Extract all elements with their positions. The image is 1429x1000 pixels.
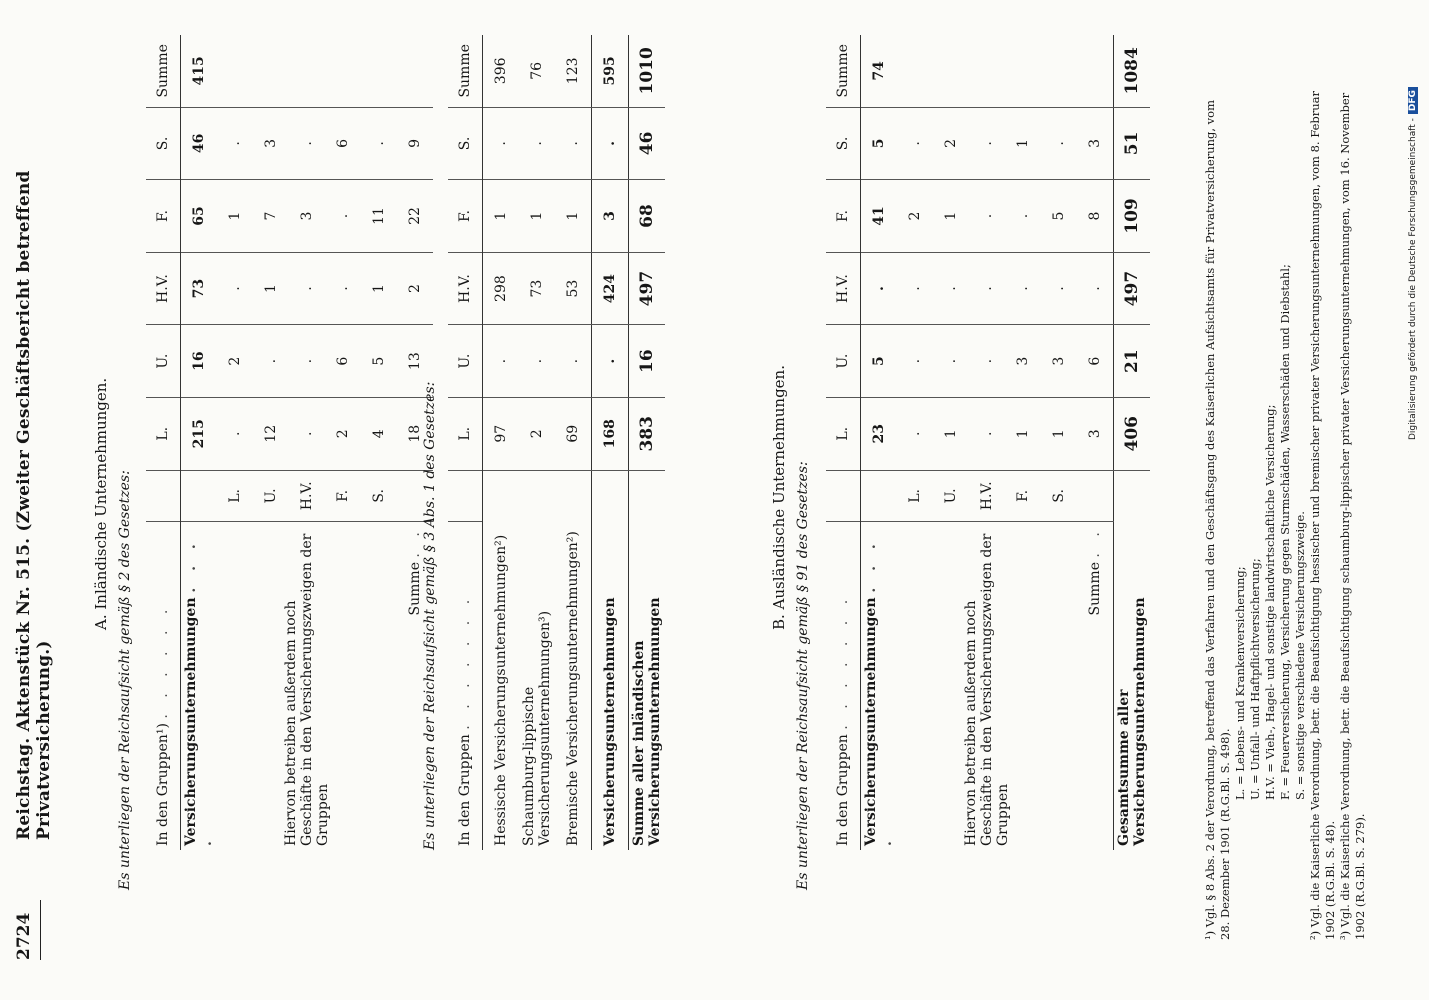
footnote: L. = Lebens- und Krankenversicherung; [1233,566,1247,800]
page-number: 2724 [14,912,34,960]
table-a-header [146,35,181,850]
table-row: U. 1 . . 1 2 [933,35,969,850]
table-a2-header: In den Gruppen . . . . . . . L. U. H.V. F. S. Summe [448,35,483,850]
header-rule [40,900,41,960]
table-row: Summe . . 18 13 2 22 9 [397,35,433,850]
footnote: U. = Unfall- und Haftpflichtversicherung; [1248,558,1262,800]
col-hv: H.V. [146,252,181,325]
table-row: Versicherungsunternehmungen . . . . 23 5 . 41 5 74 [861,35,898,850]
dfg-logo: DFG [1408,87,1418,114]
section-a-heading: A. Inländische Unternehmungen. [92,377,110,630]
table-row: F. 2 6 . . 6 [325,35,361,850]
table-b [826,35,1150,850]
table-row: F. 1 3 . . 1 [1005,35,1041,850]
footnote: F. = Feuerversicherung, Versicherung gegen Sturmschäden, Wasserschäden und Diebstahl; [1278,264,1292,800]
section-b-heading: B. Ausländische Unternehmungen. [770,365,788,630]
table-row: S. 4 5 1 11 . [361,35,397,850]
col-s: S. [146,107,181,180]
table-row: H.V. . . . 3 . [289,35,325,850]
header-label: In den Gruppen¹) . . . . . . [146,522,181,850]
table-row: Versicherungsunternehmungen 168 . 424 3 . 595 [592,35,629,850]
table-row: Summe . . 3 6 . 8 3 [1077,35,1114,850]
further-label: Hiervon betreiben außerdem noch Geschäfte in den Versicherungszweigen der Gruppen [963,533,1011,846]
table-row: Versicherungsunternehmungen . . . . 215 16 73 65 46 415 [181,35,218,850]
section-a2-intro: Es unterliegen der Reichsaufsicht gemäß § 3 Abs. 1 des Gesetzes: [422,381,438,850]
table-a [146,35,433,850]
footnote: ³) Vgl. die Kaiserliche Verordnung, betr. die Beaufsichtigung schaumburg-lippischer privater Versicherungsunternehmungen, vom 16. November 1902 (R.G.Bl. S. 279). [1338,92,1367,940]
table-row: H.V. . . . . . [969,35,1005,850]
table-row: S. 1 3 . 5 . [1041,35,1077,850]
footnote: ²) Vgl. die Kaiserliche Verordnung, betr. die Beaufsichtigung hessischer und bremischer privater Versicherungsunternehmungen, vom 8. Februar 1902 (R.G.Bl. S. 48). [1308,90,1337,940]
table-row: Hiervon betreiben außerdem noch Geschäfte in den Versicherungszweigen der Gruppen L. . 2 . 1 . [217,35,253,850]
footnotes [1203,80,1368,940]
col-f: F. [146,180,181,253]
digitization-credit: Digitalisierung gefördert durch die Deutsche Forschungsgemeinschaft -DFG [1408,87,1418,440]
footnote: H.V. = Vieh-, Hagel- und sonstige landwirtschaftliche Versicherung; [1263,404,1277,800]
table-row: Hiervon betreiben außerdem noch Geschäfte in den Versicherungszweigen der Gruppen L. . . . 2 . [897,35,933,850]
footnote: ¹) Vgl. § 8 Abs. 2 der Verordnung, betreffend das Verfahren und den Geschäftsgang des Kaiserlichen Aufsichtsamts für Privatversicherung, vom 28. Dezember 1901 (R.G.Bl. S. 498). [1203,100,1232,940]
total-row: Summe aller inländischen Versicherungsunternehmungen 383 16 497 68 46 1010 [629,35,666,850]
table-row: U. 12 . 1 7 3 [253,35,289,850]
col-u: U. [146,325,181,398]
section-b-intro: Es unterliegen der Reichsaufsicht gemäß § 91 des Gesetzes: [795,461,811,890]
table-b-header: In den Gruppen . . . . . . . L. U. H.V. F. S. Summe [826,35,861,850]
section-a-intro: Es unterliegen der Reichsaufsicht gemäß § 2 des Gesetzes: [117,470,133,890]
table-row: Schaumburg-lippische Versicherungsunternehmungen³) 2 . 73 1 . 76 [519,35,555,850]
total-row: Gesamtsumme aller Versicherungsunternehmungen 406 21 497 109 51 1084 [1114,35,1151,850]
further-label: Hiervon betreiben außerdem noch Geschäfte in den Versicherungszweigen der Gruppen [283,533,331,846]
table-a2 [448,35,665,850]
table-row: Hessische Versicherungsunternehmungen²) 97 . 298 1 . 396 [483,35,520,850]
page-title: Reichstag. Aktenstück Nr. 515. (Zweiter Geschäftsbericht betreffend Privatversicherung.) [14,170,54,840]
col-summe: Summe [146,35,181,107]
table-row: Bremische Versicherungsunternehmungen²) 69 . 53 1 . 123 [555,35,592,850]
footnote: S. = sonstige verschiedene Versicherungszweige. [1293,511,1307,800]
col-l: L. [146,397,181,470]
